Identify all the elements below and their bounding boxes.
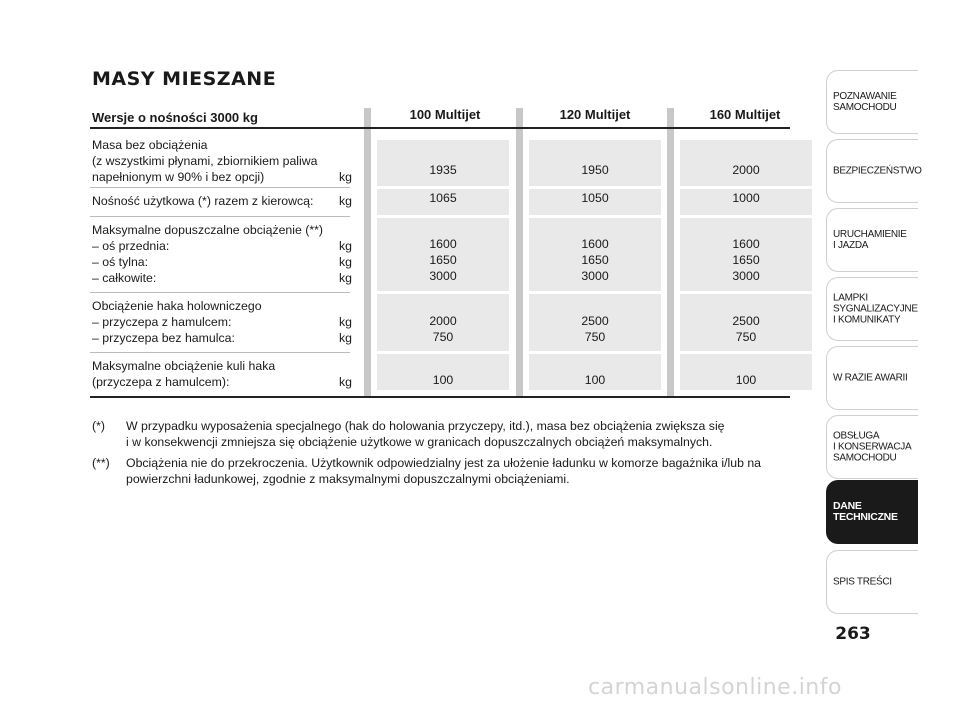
chapter-tab[interactable] [826,346,918,410]
footnote-text: W przypadku wyposażenia specjalnego (hak do holowania przyczepy, itd.), masa bez obciążenia zwiększa się [126,419,725,433]
table-bottom-rule [90,396,790,398]
table-header-left: Wersje o nośności 3000 kg [92,110,258,125]
row-label-text: – przyczepa z hamulcem: [92,315,232,329]
row-separator [90,187,350,188]
table-row [92,137,352,185]
table-cell-value: 3000 [732,269,760,283]
row-label-text: Masa bez obciążenia [92,138,208,152]
row-unit: kg [339,255,352,269]
footnote-mark: (*) [92,419,105,433]
table-row [92,358,352,390]
watermark: carmanualsonline.info [588,675,842,700]
row-unit: kg [339,271,352,285]
row-label-text: (z wszystkimi płynami, zbiornikiem paliwa [92,154,318,168]
row-separator [90,292,350,293]
column-gap [529,186,661,189]
table-cell-value: 1600 [732,237,760,251]
footnote-text: i w konsekwencji zmniejsza się obciążenie użytkowe w granicach dopuszczalnych obciążeń maksymalnych. [126,435,713,449]
table-cell-value: 1000 [732,191,760,205]
row-label-text: Nośność użytkowa (*) razem z kierowcą: [92,194,314,208]
column-gap [529,291,661,294]
chapter-tab[interactable] [826,70,918,134]
column-gap [680,291,812,294]
table-cell-value: 750 [584,330,606,344]
row-separator [90,216,350,217]
table-cell-value: 100 [584,373,606,387]
chapter-tab[interactable] [826,208,918,272]
row-label-line [92,153,352,169]
chapter-tab[interactable] [826,550,918,614]
table-top-rule [90,127,790,129]
column-gap [529,351,661,354]
column-gap [377,351,509,354]
row-label-line [92,358,352,374]
row-label-text: Obciążenie haka holowniczego [92,299,262,313]
table-row [92,222,352,286]
row-label-line [92,169,352,185]
footnote-text: Obciążenia nie do przekroczenia. Użytkownik odpowiedzialny jest za ułożenie ładunku w komorze bagażnika i/lub na [126,456,762,470]
row-label-line [92,238,352,254]
row-label-text: napełnionym w 90% i bez opcji) [92,170,265,184]
table-cell-value: 1600 [429,237,457,251]
table-cell-value: 3000 [429,269,457,283]
column-gap [680,351,812,354]
column-gap [529,215,661,218]
column-gap [680,215,812,218]
row-label-line [92,330,352,346]
table-cell-value: 2500 [581,314,609,328]
chapter-tab-label: OBSŁUGA I KONSERWACJA SAMOCHODU [833,430,912,464]
table-cell-value: 2500 [732,314,760,328]
table-cell-value: 100 [735,373,757,387]
table-cell-value: 1950 [581,163,609,177]
table-cell-value: 1600 [581,237,609,251]
chapter-tab[interactable] [826,480,918,544]
table-row [92,193,352,209]
chapter-tab-label: LAMPKI SYGNALIZACYJNE I KOMUNIKATY [833,292,918,326]
table-cell-value: 100 [432,373,454,387]
footnote-text: powierzchni ładunkowej, zgodnie z maksymalnymi dopuszczalnymi obciążeniami. [126,472,570,486]
row-label-text: Maksymalne obciążenie kuli haka [92,359,276,373]
column-separator [516,108,523,398]
row-separator [90,352,350,353]
column-header-100-multijet: 100 Multijet [409,107,481,122]
table-cell-value: 1650 [732,253,760,267]
row-unit: kg [339,375,352,389]
chapter-tab-label: DANE TECHNICZNE [833,500,898,523]
table-cell-value: 1050 [581,191,609,205]
footnote [92,455,792,487]
row-label-text: – oś przednia: [92,239,170,253]
table-cell-value: 750 [432,330,454,344]
table-cell-value: 1650 [429,253,457,267]
table-row [92,298,352,346]
table-cell-value: 2000 [732,163,760,177]
row-label-text: Maksymalne dopuszczalne obciążenie (**) [92,223,324,237]
table-cell-value: 750 [735,330,757,344]
table-cell-value: 1065 [429,191,457,205]
chapter-tab-label: POZNAWANIE SAMOCHODU [833,91,897,113]
row-label-text: – przyczepa bez hamulca: [92,331,235,345]
row-unit: kg [339,331,352,345]
footnote-mark: (**) [92,456,110,470]
column-separator [364,108,371,398]
row-label-text: – całkowite: [92,271,157,285]
chapter-tab-label: URUCHAMIENIE I JAZDA [833,229,907,251]
chapter-tab[interactable] [826,139,922,203]
page-number: 263 [835,624,871,644]
row-label-line [92,314,352,330]
row-label-line [92,374,352,390]
column-gap [377,215,509,218]
chapter-tab-label: SPIS TREŚCI [833,576,892,588]
row-label-line [92,193,352,209]
row-label-line [92,298,352,314]
column-gap [680,186,812,189]
table-cell-value: 1650 [581,253,609,267]
row-unit: kg [339,315,352,329]
row-unit: kg [339,239,352,253]
row-label-text: – oś tylna: [92,255,149,269]
row-unit: kg [339,170,352,184]
table-cell-value: 3000 [581,269,609,283]
row-label-line [92,137,352,153]
row-label-line [92,254,352,270]
footnote [92,418,792,450]
column-gap [377,186,509,189]
chapter-tab-label: BEZPIECZEŃSTWO [833,165,922,177]
column-gap [377,291,509,294]
column-header-160-multijet: 160 Multijet [709,107,781,122]
row-label-line [92,270,352,286]
row-unit: kg [339,194,352,208]
row-label-text: (przyczepa z hamulcem): [92,375,230,389]
chapter-tab[interactable] [826,277,918,341]
page-title: MASY MIESZANE [92,68,277,90]
column-separator [667,108,674,398]
column-header-120-multijet: 120 Multijet [559,107,631,122]
chapter-tab-label: W RAZIE AWARII [833,372,908,384]
chapter-tab[interactable] [826,415,918,479]
table-cell-value: 1935 [429,163,457,177]
row-label-line [92,222,352,238]
table-cell-value: 2000 [429,314,457,328]
